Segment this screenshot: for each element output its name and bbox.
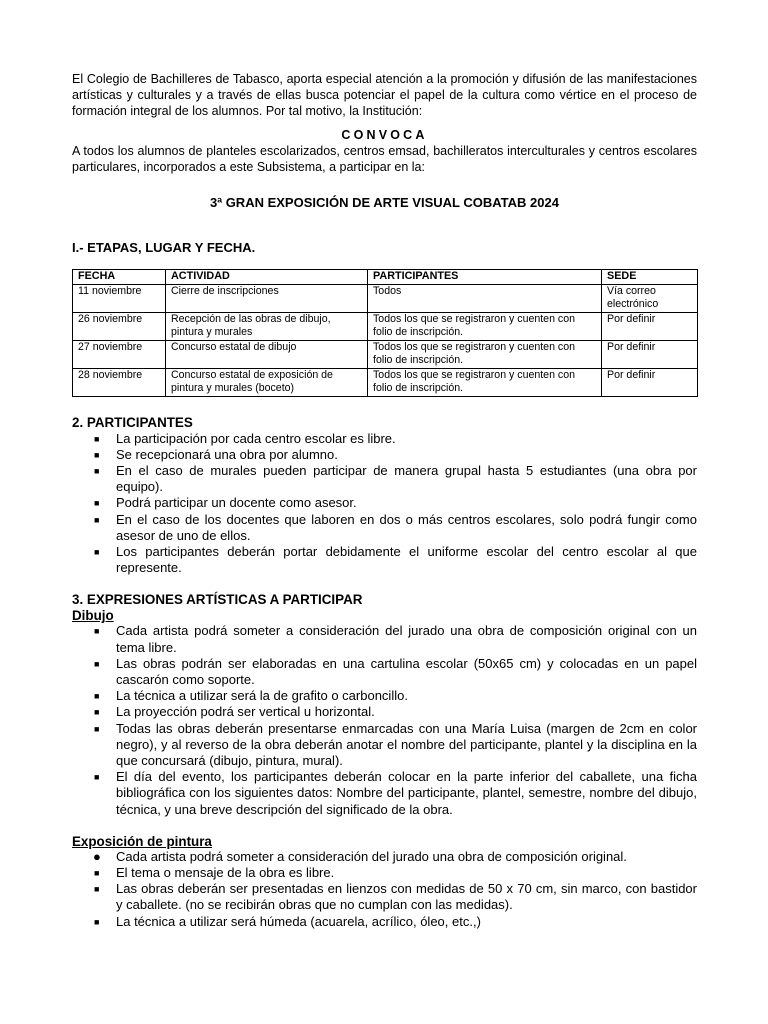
bullet-icon: ■ <box>94 465 100 476</box>
cell-fecha: 28 noviembre <box>73 368 166 396</box>
header-participantes: PARTICIPANTES <box>368 270 602 285</box>
list-item-text: Se recepcionará una obra por alumno. <box>116 446 338 462</box>
table-row <box>73 312 698 340</box>
list-item <box>72 512 697 544</box>
schedule-table <box>72 269 698 397</box>
dibujo-subtitle: Dibujo <box>72 608 114 624</box>
header-sede: SEDE <box>602 270 698 285</box>
list-item <box>72 914 697 930</box>
list-item-text: La proyección podrá ser vertical u horizontal. <box>116 704 375 720</box>
list-item <box>72 704 697 720</box>
list-item <box>72 495 697 511</box>
cell-fecha: 26 noviembre <box>73 312 166 340</box>
section3 <box>72 592 697 817</box>
cell-actividad: Recepción de las obras de dibujo, pintura y murales <box>166 312 368 340</box>
table-row <box>73 340 698 368</box>
bullet-icon: ■ <box>94 449 100 460</box>
convoca-heading: CONVOCA <box>341 128 428 142</box>
cell-fecha: 27 noviembre <box>73 340 166 368</box>
list-item <box>72 447 697 463</box>
list-item <box>72 463 697 495</box>
list-item-text: El tema o mensaje de la obra es libre. <box>116 864 335 880</box>
list-item-text: La técnica a utilizar será la de grafito o carboncillo. <box>116 688 408 704</box>
convoca-paragraph: A todos los alumnos de planteles escolarizados, centros emsad, bachilleratos interculturales y centros escolares particulares, incorporados a este Subsistema, a participar en la: <box>72 144 697 174</box>
cell-actividad: Concurso estatal de dibujo <box>166 340 368 368</box>
list-item-text: La técnica a utilizar será húmeda (acuarela, acrílico, óleo, etc.,) <box>116 913 481 929</box>
list-item <box>72 881 697 913</box>
bullet-icon: ■ <box>94 916 100 927</box>
table-row <box>73 368 698 396</box>
cell-participantes: Todos los que se registraron y cuenten con folio de inscripción. <box>368 340 602 368</box>
list-item-text: Podrá participar un docente como asesor. <box>116 495 357 511</box>
list-item <box>72 721 697 770</box>
bullet-icon: ■ <box>94 546 100 557</box>
list-item <box>72 688 697 704</box>
cell-actividad: Cierre de inscripciones <box>166 284 368 312</box>
list-item-text: Las obras podrán ser elaboradas en una cartulina escolar (50x65 cm) y colocadas en un papel cascarón como soporte. <box>116 655 697 687</box>
section4-list <box>72 849 697 930</box>
bullet-icon: ■ <box>94 658 100 669</box>
section2-list <box>72 431 697 577</box>
table-header-row <box>73 270 698 285</box>
bullet-icon: ■ <box>94 707 100 718</box>
bullet-icon: ■ <box>94 723 100 734</box>
header-fecha: FECHA <box>73 270 166 285</box>
cell-sede: Por definir <box>602 368 698 396</box>
section3-list <box>72 623 697 817</box>
list-item <box>72 849 697 865</box>
cell-fecha: 11 noviembre <box>73 284 166 312</box>
list-item-text: Cada artista podrá someter a consideración del jurado una obra de composición original. <box>116 848 627 864</box>
section2-title: 2. PARTICIPANTES <box>72 414 193 430</box>
section1-title: I.- ETAPAS, LUGAR Y FECHA. <box>72 240 256 255</box>
bullet-icon: ■ <box>94 772 100 783</box>
list-item <box>72 544 697 576</box>
bullet-icon: ■ <box>94 867 100 878</box>
section3-title: 3. EXPRESIONES ARTÍSTICAS A PARTICIPAR <box>72 592 363 608</box>
list-item <box>72 623 697 655</box>
cell-sede: Vía correo electrónico <box>602 284 698 312</box>
list-item-text: Los participantes deberán portar debidamente el uniforme escolar del centro escolar al que represente. <box>116 543 697 576</box>
list-item <box>72 865 697 881</box>
bullet-icon: ■ <box>94 433 100 444</box>
intro-paragraph: El Colegio de Bachilleres de Tabasco, aporta especial atención a la promoción y difusión de las manifestaciones artísticas y culturales y a través de ellas busca potenciar el papel de la cultura como vértice en el proceso de formación integral de los alumnos. Por tal motivo, la Institución: <box>72 72 697 118</box>
document-page <box>72 71 697 930</box>
list-item-text: La participación por cada centro escolar es libre. <box>116 430 396 446</box>
list-item-text: Las obras deberán ser presentadas en lienzos con medidas de 50 x 70 cm, sin marco, con bastidor y caballete. (no se recibirán obras que no cumplan con las medidas). <box>116 881 697 913</box>
cell-actividad: Concurso estatal de exposición de pintura y murales (boceto) <box>166 368 368 396</box>
list-item <box>72 769 697 818</box>
bullet-icon: ■ <box>94 514 100 525</box>
bullet-icon: ■ <box>94 884 100 895</box>
section4 <box>72 834 697 930</box>
cell-sede: Por definir <box>602 340 698 368</box>
cell-sede: Por definir <box>602 312 698 340</box>
bullet-icon: ■ <box>94 498 100 509</box>
cell-participantes: Todos los que se registraron y cuenten con folio de inscripción. <box>368 368 602 396</box>
list-item-text: El día del evento, los participantes deberán colocar en la parte inferior del caballete, una ficha bibliográfica con los siguientes datos: Nombre del participante, plantel, semestre, nombre del dibujo, técnica, y una breve descripción del significado de la obra. <box>116 769 697 817</box>
list-item-text: Todas las obras deberán presentarse enmarcadas con una María Luisa (margen de 2cm en color negro), y al reverso de la obra deberán anotar el nombre del participante, plantel y la disciplina en la que concursará (dibujo, pintura, mural). <box>116 720 697 768</box>
cell-participantes: Todos <box>368 284 602 312</box>
list-item-text: En el caso de los docentes que laboren en dos o más centros escolares, solo podrá fungir como asesor de uno de ellos. <box>116 511 697 543</box>
list-item <box>72 431 697 447</box>
header-actividad: ACTIVIDAD <box>166 270 368 285</box>
list-item-text: En el caso de murales pueden participar de manera grupal hasta 5 estudiantes (una obra por equipo). <box>116 462 697 495</box>
list-item-text: Cada artista podrá someter a consideración del jurado una obra de composición original con un tema libre. <box>116 623 697 655</box>
bullet-icon: ● <box>93 848 101 864</box>
cell-participantes: Todos los que se registraron y cuenten con folio de inscripción. <box>368 312 602 340</box>
list-item <box>72 656 697 688</box>
pintura-subtitle: Exposición de pintura <box>72 833 212 849</box>
event-title: 3ª GRAN EXPOSICIÓN DE ARTE VISUAL COBATAB 2024 <box>210 195 559 210</box>
bullet-icon: ■ <box>94 626 100 637</box>
bullet-icon: ■ <box>94 691 100 702</box>
table-row <box>73 284 698 312</box>
